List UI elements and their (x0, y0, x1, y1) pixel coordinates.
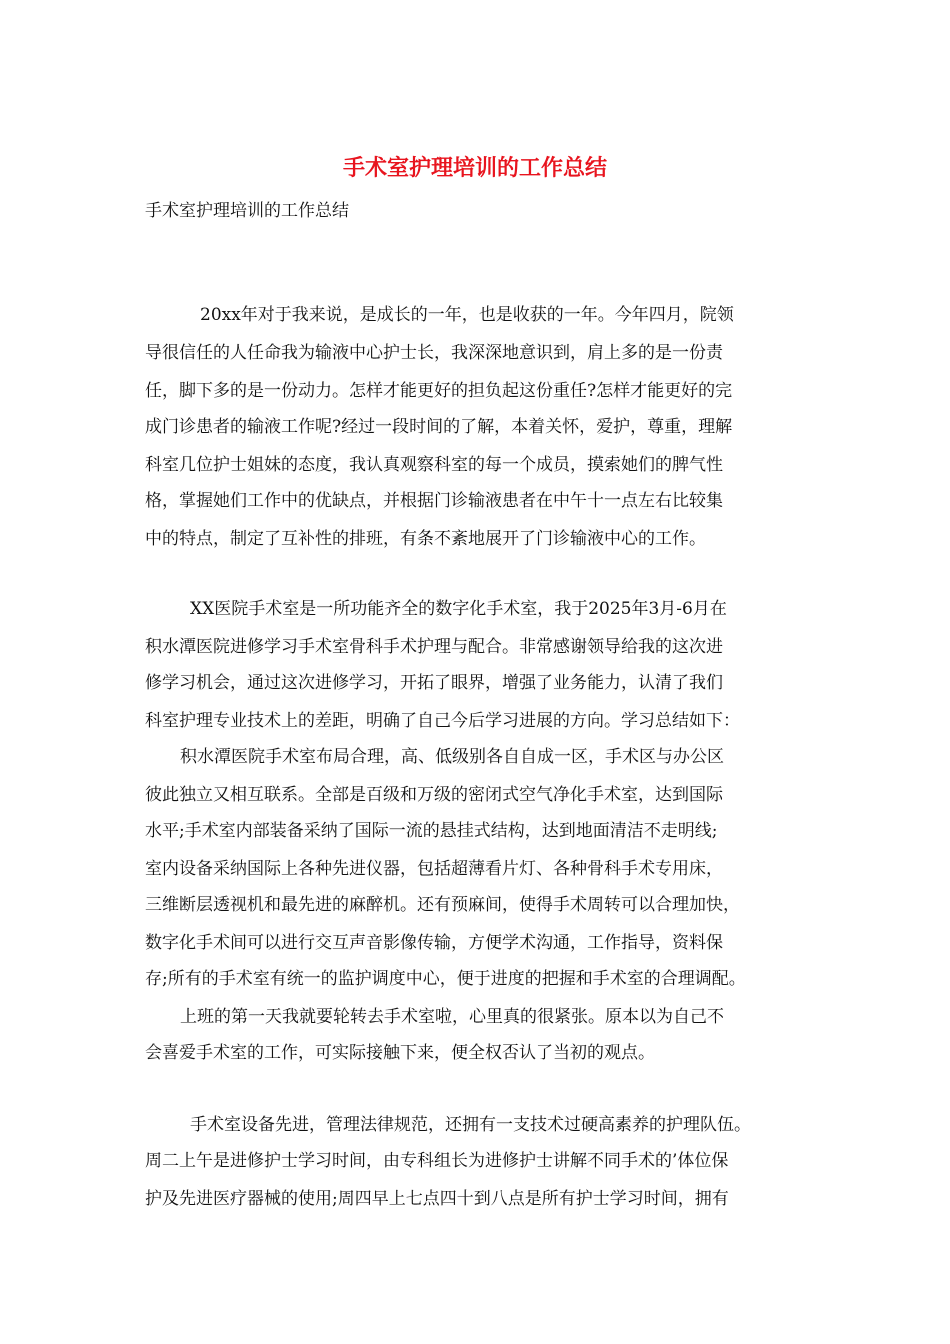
paragraph-2-line-2: 积水潭医院进修学习手术室骨科手术护理与配合。非常感谢领导给我的这次进 (145, 637, 723, 657)
paragraph-1-line-5: 科室几位护士姐妹的态度，我认真观察科室的每一个成员，摸索她们的脾气性 (145, 455, 723, 475)
paragraph-5-line-2: 周二上午是进修护士学习时间，由专科组长为进修护士讲解不同手术的’体位保 (145, 1151, 729, 1171)
paragraph-1-line-1: 20xx年对于我来说，是成长的一年，也是收获的一年。今年四月，院领 (200, 305, 734, 325)
paragraph-5-line-1: 手术室设备先进，管理法律规范，还拥有一支技术过硬高素养的护理队伍。 (190, 1115, 751, 1135)
document-subtitle: 手术室护理培训的工作总结 (145, 201, 349, 221)
paragraph-1-line-3: 任，脚下多的是一份动力。怎样才能更好的担负起这份重任?怎样才能更好的完 (145, 381, 733, 401)
paragraph-3-line-2: 彼此独立又相互联系。全部是百级和万级的密闭式空气净化手术室，达到国际 (145, 785, 723, 805)
paragraph-2-line-3: 修学习机会，通过这次进修学习，开拓了眼界，增强了业务能力，认清了我们 (145, 673, 723, 693)
paragraph-1-line-7: 中的特点，制定了互补性的排班，有条不紊地展开了门诊输液中心的工作。 (145, 529, 706, 549)
paragraph-3-line-5: 三维断层透视机和最先进的麻醉机。还有预麻间，使得手术周转可以合理加快， (145, 895, 740, 915)
paragraph-3-line-7: 存;所有的手术室有统一的监护调度中心，便于进度的把握和手术室的合理调配。 (145, 969, 746, 989)
paragraph-1-line-6: 格，掌握她们工作中的优缺点，并根据门诊输液患者在中午十一点左右比较集 (145, 491, 723, 511)
paragraph-2-line-4: 科室护理专业技术上的差距，明确了自己今后学习进展的方向。学习总结如下： (145, 711, 740, 731)
paragraph-4-line-2: 会喜爱手术室的工作，可实际接触下来，便全权否认了当初的观点。 (145, 1043, 655, 1063)
paragraph-4-line-1: 上班的第一天我就要轮转去手术室啦，心里真的很紧张。原本以为自己不 (180, 1007, 724, 1027)
paragraph-3-line-3: 水平;手术室内部装备采纳了国际一流的悬挂式结构，达到地面清洁不走明线; (145, 821, 718, 841)
document-title: 手术室护理培训的工作总结 (342, 156, 607, 181)
paragraph-5-line-3: 护及先进医疗器械的使用;周四早上七点四十到八点是所有护士学习时间，拥有 (145, 1189, 729, 1209)
paragraph-3-line-4: 室内设备采纳国际上各种先进仪器，包括超薄看片灯、各种骨科手术专用床， (145, 859, 723, 879)
paragraph-3-line-1: 积水潭医院手术室布局合理，高、低级别各自自成一区，手术区与办公区 (180, 747, 724, 767)
paragraph-3-line-6: 数字化手术间可以进行交互声音影像传输，方便学术沟通，工作指导，资料保 (145, 933, 723, 953)
paragraph-2-line-1: XX医院手术室是一所功能齐全的数字化手术室，我于2025年3月-6月在 (190, 599, 727, 619)
paragraph-1-line-4: 成门诊患者的输液工作呢?经过一段时间的了解，本着关怀，爱护，尊重，理解 (145, 417, 733, 437)
paragraph-1-line-2: 导很信任的人任命我为输液中心护士长，我深深地意识到，肩上多的是一份责 (145, 343, 723, 363)
